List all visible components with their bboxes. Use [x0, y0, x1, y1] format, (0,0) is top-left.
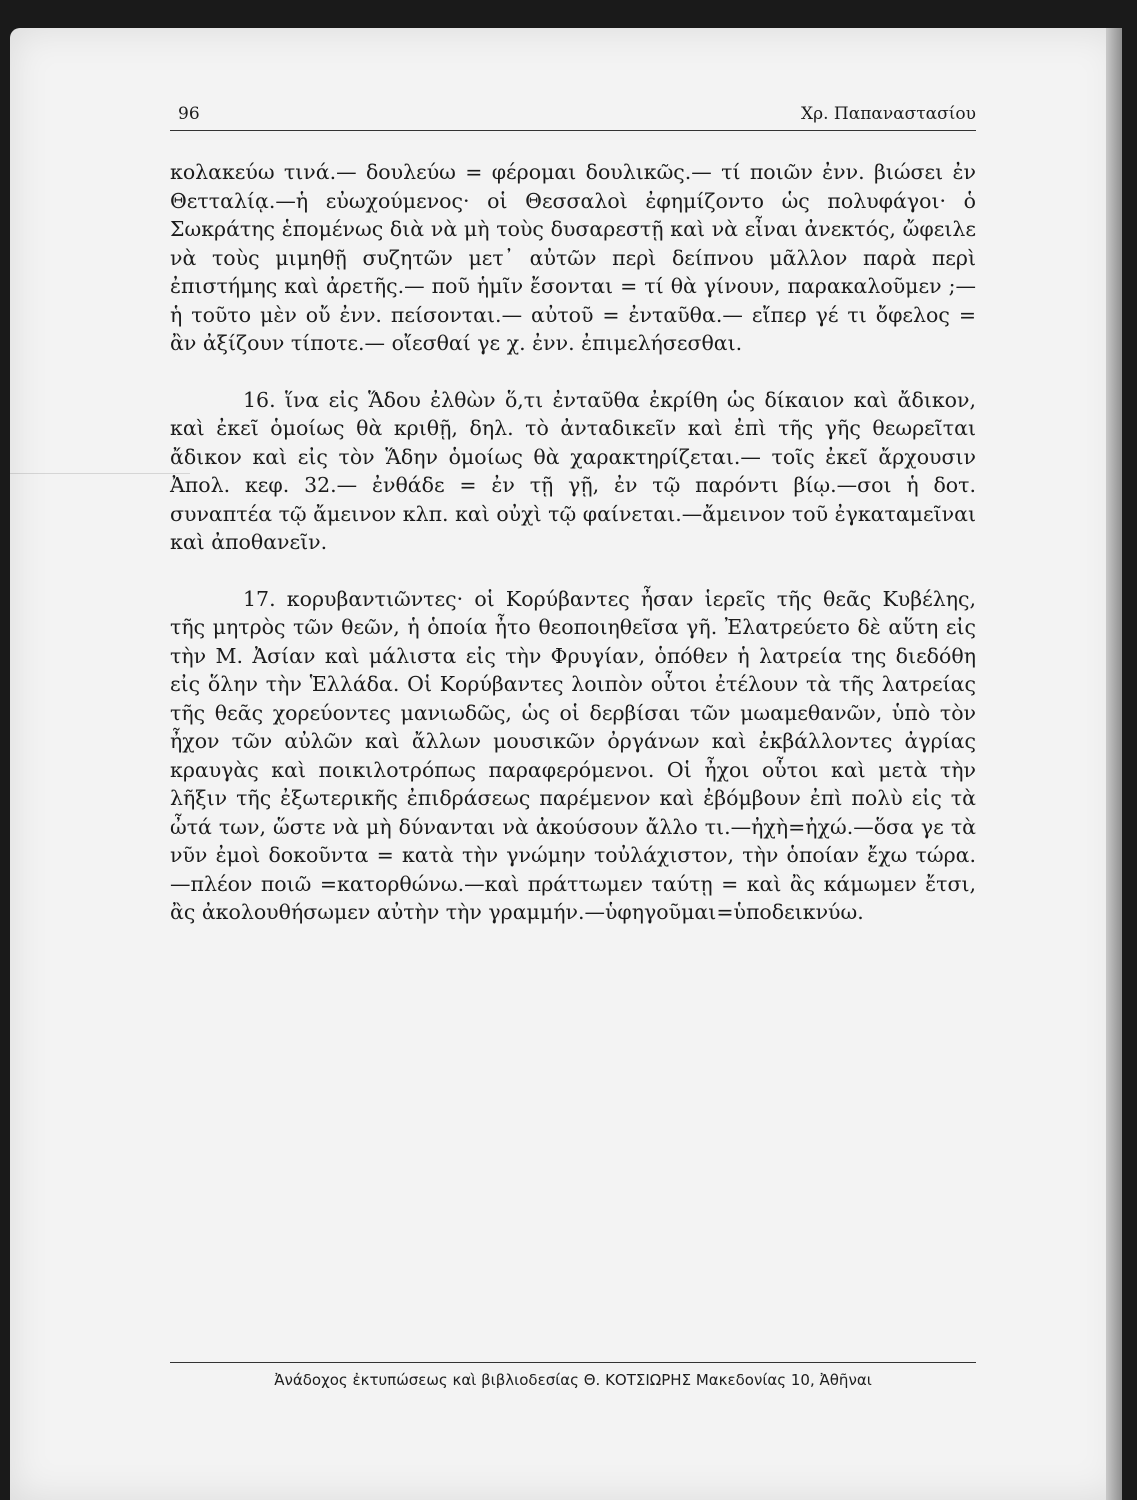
paragraph-continuation: κολακεύω τινά.— δουλεύω = φέρομαι δουλικῶς.— τί ποιῶν ἐνν. βιώσει ἐν Θετταλίᾳ.—ἡ εὐωχούμενος· οἱ Θεσσαλοὶ ἐφημίζοντο ὡς πολυφάγοι· ὁ Σωκράτης ἑπομένως διὰ νὰ μὴ τοὺς δυσαρεστῇ καὶ νὰ εἶναι ἀνεκτός, ὤφειλε νὰ τοὺς μιμηθῇ συζητῶν μετ᾿ αὐτῶν περὶ δείπνου μᾶλλον παρὰ περὶ ἐπιστήμης καὶ ἀρετῆς.— ποῦ ἡμῖν ἔσονται = τί θὰ γίνουν, παρακαλοῦμεν ;—ἡ τοῦτο μὲν οὔ ἐνν. πείσονται.— αὐτοῦ = ἐνταῦθα.— εἴπερ γέ τι ὄφελος = ἂν ἀξίζουν τίποτε.— οἴεσθαί γε χ. ἐνν. ἐπιμελήσεσθαι.: [170, 160, 976, 355]
paragraph-note-16: 16. ἵνα εἰς Ἅδου ἐλθὼν ὅ,τι ἐνταῦθα ἐκρίθη ὡς δίκαιον καὶ ἄδικον, καὶ ἐκεῖ ὁμοίως θὰ κριθῇ, δηλ. τὸ ἀνταδικεῖν καὶ ἐπὶ τῆς γῆς θεωρεῖται ἄδικον καὶ εἰς τὸν Ἅδην ὁμοίως θὰ χαρακτηρίζεται.— τοῖς ἐκεῖ ἄρχουσιν Ἀπολ. κεφ. 32.— ἐνθάδε = ἐν τῇ γῇ, ἐν τῷ παρόντι βίῳ.—σοι ἡ δοτ. συναπτέα τῷ ἄμεινον κλπ. καὶ οὐχὶ τῷ φαίνεται.—ἄμεινον τοῦ ἐγκαταμεῖναι καὶ ἀποθανεῖν.: [170, 387, 976, 554]
paragraph-note-17: 17. κορυβαντιῶντες· οἱ Κορύβαντες ἦσαν ἱερεῖς τῆς θεᾶς Κυβέλης, τῆς μητρὸς τῶν θεῶν, ἡ ὁποία ἦτο θεοποιηθεῖσα γῆ. Ἐλατρεύετο δὲ αὕτη εἰς τὴν Μ. Ἀσίαν καὶ μάλιστα εἰς τὴν Φρυγίαν, ὁπόθεν ἡ λατρεία της διεδόθη εἰς ὅλην τὴν Ἑλλάδα. Οἱ Κορύβαντες λοιπὸν οὗτοι ἐτέλουν τὰ τῆς λατρείας τῆς θεᾶς χορεύοντες μανιωδῶς, ὡς οἱ δερβίσαι τῶν μωαμεθανῶν, ὑπὸ τὸν ἦχον τῶν αὐλῶν καὶ ἄλλων μουσικῶν ὀργάνων καὶ ἐκβάλλοντες ἀγρίας κραυγὰς καὶ ποικιλοτρόπως παραφερόμενοι. Οἱ ἦχοι οὗτοι καὶ μετὰ τὴν λῆξιν τῆς ἐξωτερικῆς ἐπιδράσεως παρέμενον καὶ ἐβόμβουν ἐπὶ πολὺ εἰς τὰ ὦτά των, ὥστε νὰ μὴ δύνανται νὰ ἀκούσουν ἄλλο τι.—ἠχὴ=ἠχώ.—ὅσα γε τὰ νῦν ἐμοὶ δοκοῦντα = κατὰ τὴν γνώμην τοὐλάχιστον, τὴν ὁποίαν ἔχω τώρα.—πλέον ποιῶ =κατορθώνω.—καὶ πράττωμεν ταύτῃ = καὶ ἂς κάμωμεν ἔτσι, ἂς ἀκολουθήσωμεν αὐτὴν τὴν γραμμήν.—ὑφηγοῦμαι=ὑποδεικνύω.: [170, 586, 976, 924]
page-header: [170, 104, 976, 131]
running-head: Χρ. Παπαναστασίου: [800, 104, 976, 124]
page-number: 96: [178, 104, 200, 124]
paper-fold-crease: [10, 473, 190, 474]
commentary-body: [170, 158, 976, 927]
printer-footer: Ἀνάδοχος ἐκτυπώσεως καὶ βιβλιοδεσίας Θ. ΚΟΤΣΙΩΡΗΣ Μακεδονίας 10, Ἀθῆναι: [170, 1362, 976, 1389]
book-spine-shadow: [1106, 28, 1122, 1500]
